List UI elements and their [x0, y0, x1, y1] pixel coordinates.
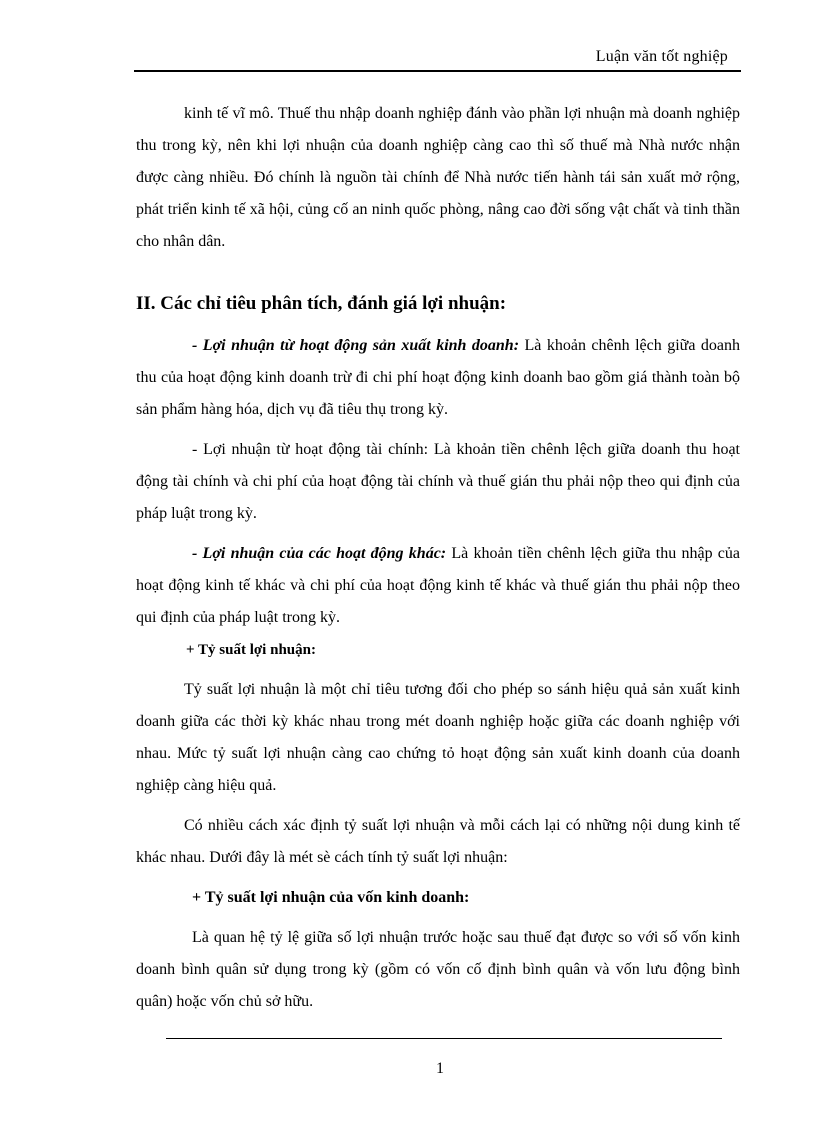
definition-production-profit: Là khoản chênh lệch giữa doanh thu của hoạt động kinh doanh trừ đi chi phí hoạt động kinh doanh bao gồm giá thành toàn bộ sản phẩm hàng hóa, dịch vụ đã tiêu thụ trong kỳ.: [136, 337, 740, 418]
footer-rule: [166, 1038, 722, 1039]
document-body: [136, 98, 740, 1018]
paragraph-other-profit: [136, 538, 740, 634]
subheading-profit-rate: + Tỷ suất lợi nhuận:: [186, 642, 316, 658]
page-number: 1: [436, 1060, 444, 1077]
definition-other-profit: Là khoản tiền chênh lệch giữa thu nhập của hoạt động kinh tế khác và chi phí của hoạt động kinh tế khác và thuế gián thu phải nộp theo qui định của pháp luật trong kỳ.: [136, 545, 740, 626]
subheading-capital-profit-rate: + Tỷ suất lợi nhuận của vốn kinh doanh:: [192, 889, 470, 906]
running-header-title: Luận văn tốt nghiệp: [595, 48, 728, 65]
term-production-profit: - Lợi nhuận từ hoạt động sản xuất kinh doanh:: [192, 337, 520, 354]
paragraph-intro: kinh tế vĩ mô. Thuế thu nhập doanh nghiệp đánh vào phần lợi nhuận mà doanh nghiệp thu trong kỳ, nên khi lợi nhuận của doanh nghiệp càng cao thì số thuế mà Nhà nước nhận được càng nhiều. Đó chính là nguồn tài chính để Nhà nước tiến hành tái sản xuất mở rộng, phát triển kinh tế xã hội, củng cố an ninh quốc phòng, nâng cao đời sống vật chất và tinh thần cho nhân dân.: [136, 105, 740, 250]
paragraph-methods: Có nhiều cách xác định tỷ suất lợi nhuận và mỗi cách lại có những nội dung kinh tế khác nhau. Dưới đây là mét sè cách tính tỷ suất lợi nhuận:: [136, 817, 740, 866]
term-other-profit: - Lợi nhuận của các hoạt động khác:: [192, 545, 447, 562]
paragraph-financial-profit: - Lợi nhuận từ hoạt động tài chính: Là khoản tiền chênh lệch giữa doanh thu hoạt động tài chính và chi phí của hoạt động tài chính và thuế gián thu phải nộp theo qui định của pháp luật trong kỳ.: [136, 441, 740, 522]
section-heading: II. Các chỉ tiêu phân tích, đánh giá lợi nhuận:: [136, 293, 507, 314]
paragraph-production-profit: [136, 330, 740, 426]
paragraph-profit-rate: Tỷ suất lợi nhuận là một chỉ tiêu tương đối cho phép so sánh hiệu quả sản xuất kinh doanh giữa các thời kỳ khác nhau trong mét doanh nghiệp hoặc giữa các doanh nghiệp với nhau. Mức tỷ suất lợi nhuận càng cao chứng tỏ hoạt động sản xuất kinh doanh của doanh nghiệp càng hiệu quả.: [136, 681, 740, 794]
header-rule: [134, 70, 741, 72]
paragraph-capital-profit-rate: Là quan hệ tỷ lệ giữa số lợi nhuận trước hoặc sau thuế đạt được so với số vốn kinh doanh bình quân sử dụng trong kỳ (gồm có vốn cố định bình quân và vốn lưu động bình quân) hoặc vốn chủ sở hữu.: [136, 929, 740, 1010]
